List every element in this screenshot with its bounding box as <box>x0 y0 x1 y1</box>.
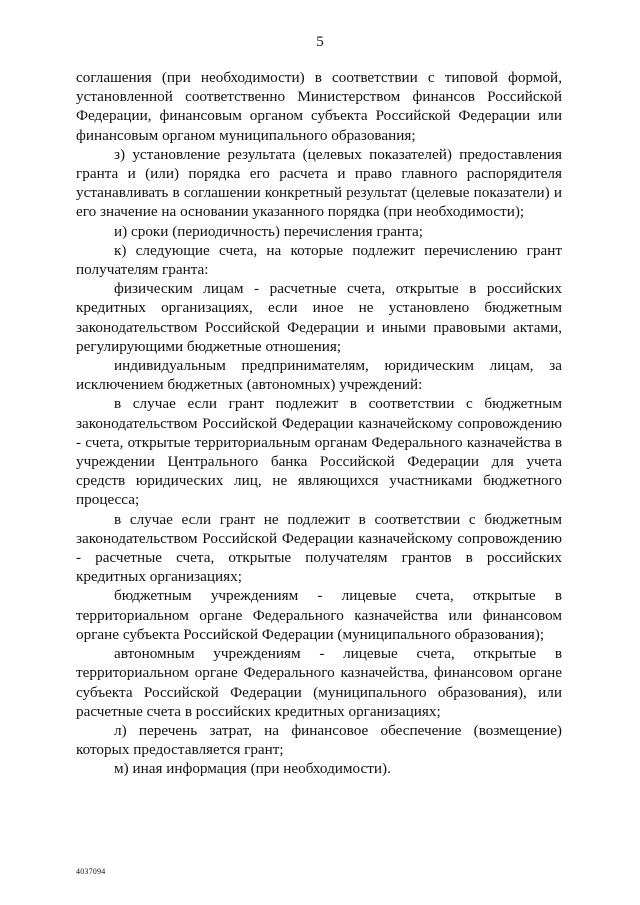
paragraph: бюджетным учреждениям - лицевые счета, открытые в территориальном органе Федерального казначейства или финансовом органе субъекта Российской Федерации (муниципального образования); <box>76 587 562 643</box>
paragraph: л) перечень затрат, на финансовое обеспечение (возмещение) которых предоставляется грант; <box>76 721 562 759</box>
document-code: 4037094 <box>76 867 106 876</box>
paragraph: автономным учреждениям - лицевые счета, открытые в территориальном органе Федерального казначейства, финансовом органе субъекта Российской Федерации (муниципального образования), или расчетные счета в российских кредитных организациях; <box>76 645 562 720</box>
paragraph: индивидуальным предпринимателям, юридическим лицам, за исключением бюджетных (автономных) учреждений: <box>76 357 562 394</box>
paragraph: и) сроки (периодичность) перечисления гранта; <box>114 222 423 240</box>
paragraph: в случае если грант не подлежит в соответствии с бюджетным законодательством Российской Федерации казначейскому сопровождению - расчетные счета, открытые получателям грантов в российских кредитных организациях; <box>76 510 562 586</box>
document-body <box>76 68 562 779</box>
paragraph: м) иная информация (при необходимости). <box>114 760 391 778</box>
paragraph: соглашения (при необходимости) в соответствии с типовой формой, установленной соответственно Министерством финансов Российской Федерации, финансовым органом субъекта Российской Федерации или финансовым органом муниципального образования; <box>76 69 562 144</box>
paragraph: з) установление результата (целевых показателей) предоставления гранта и (или) порядка его расчета и право главного распорядителя устанавливать в соглашении конкретный результат (целевые показатели) и его значение на основании указанного порядка (при необходимости); <box>76 145 562 221</box>
paragraph: к) следующие счета, на которые подлежит перечислению грант получателям гранта: <box>76 241 562 279</box>
paragraph: физическим лицам - расчетные счета, открытые в российских кредитных организациях, если иное не установлено бюджетным законодательством Российской Федерации и иными правовыми актами, регулирующими бюджетные отношения; <box>76 280 562 355</box>
page-number: 5 <box>316 34 324 50</box>
paragraph: в случае если грант подлежит в соответствии с бюджетным законодательством Российской Федерации казначейскому сопровождению - счета, открытые территориальным органам Федерального казначейства в учреждении Центрального банка Российской Федерации для учета средств юридических лиц, не являющихся участниками бюджетного процесса; <box>76 395 562 509</box>
